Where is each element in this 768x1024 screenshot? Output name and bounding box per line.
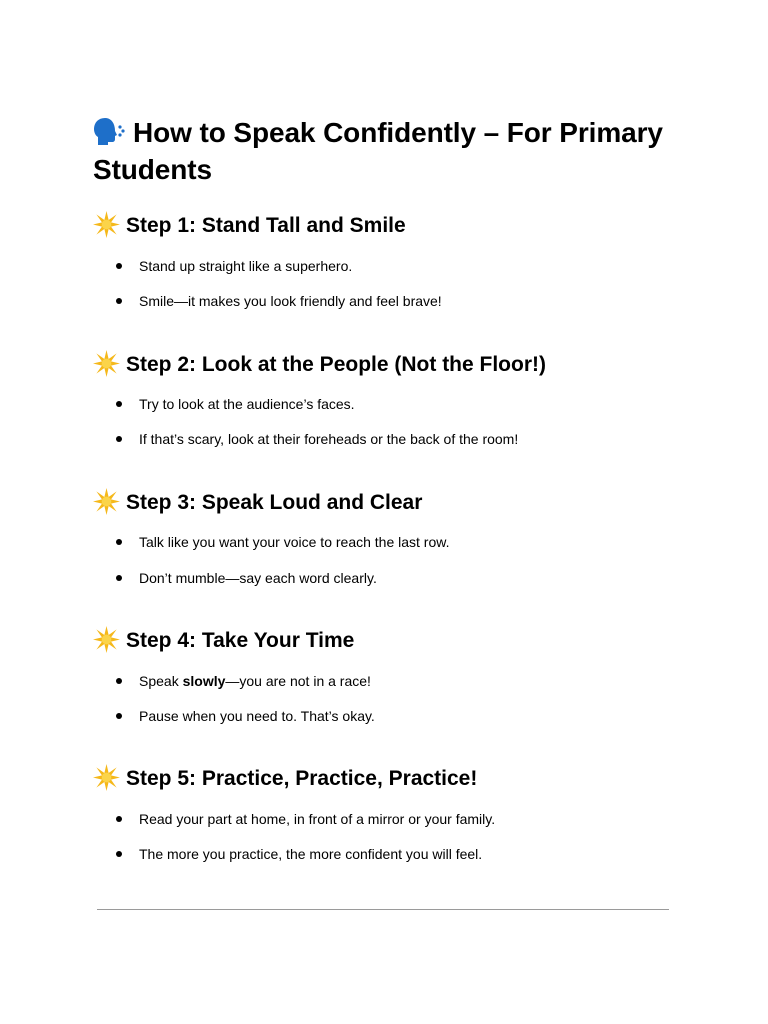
bullet-text: Stand up straight like a superhero. — [139, 258, 353, 274]
glowing-star-icon — [93, 488, 120, 515]
bullet-dot — [116, 851, 122, 857]
bullet-text: Smile—it makes you look friendly and feel brave! — [139, 293, 442, 309]
bullet-text: The more you practice, the more confident you will feel. — [139, 846, 483, 862]
glowing-star-icon — [93, 211, 120, 238]
speaking-head-icon — [93, 117, 127, 147]
step-3-section — [93, 488, 733, 586]
bullet-dot — [116, 539, 122, 545]
step-5-heading — [93, 764, 733, 790]
step-heading-text: Step 5: Practice, Practice, Practice! — [126, 767, 478, 790]
title-text: How to Speak Confidently – For Primary Students — [93, 117, 663, 185]
bullet-dot — [116, 263, 122, 269]
bullet-text: Read your part at home, in front of a mirror or your family. — [139, 811, 496, 827]
bullet-dot — [116, 678, 122, 684]
page-title — [93, 114, 693, 188]
step-2-heading — [93, 350, 733, 376]
horizontal-divider — [97, 909, 669, 910]
bullet-dot — [116, 298, 122, 304]
bullet-text: Pause when you need to. That’s okay. — [139, 708, 375, 724]
bullet-text-pre: Speak — [139, 673, 183, 689]
step-2-section — [93, 350, 733, 447]
step-5-section — [93, 764, 733, 862]
step-4-heading — [93, 626, 733, 652]
glowing-star-icon — [93, 350, 120, 377]
step-heading-text: Step 1: Stand Tall and Smile — [126, 214, 406, 237]
bullet-text-post: —you are not in a race! — [225, 673, 371, 689]
bullet-dot — [116, 436, 122, 442]
bullet-dot — [116, 575, 122, 581]
bullet-text: If that’s scary, look at their foreheads or the back of the room! — [139, 431, 519, 447]
bullet-text: Try to look at the audience’s faces. — [139, 396, 355, 412]
bullet-text: Don’t mumble—say each word clearly. — [139, 570, 377, 586]
bullet-text-bold: slowly — [182, 673, 226, 689]
step-1-section — [93, 211, 733, 309]
step-4-section — [93, 626, 733, 724]
step-3-heading — [93, 488, 733, 514]
step-heading-text: Step 2: Look at the People (Not the Floor!) — [126, 353, 546, 376]
bullet-text — [139, 671, 371, 691]
glowing-star-icon — [93, 626, 120, 653]
step-1-heading — [93, 211, 733, 237]
bullet-dot — [116, 816, 122, 822]
step-heading-text: Step 3: Speak Loud and Clear — [126, 491, 423, 514]
bullet-text: Talk like you want your voice to reach the last row. — [139, 534, 450, 550]
bullet-dot — [116, 401, 122, 407]
glowing-star-icon — [93, 764, 120, 791]
step-heading-text: Step 4: Take Your Time — [126, 629, 355, 652]
bullet-dot — [116, 713, 122, 719]
